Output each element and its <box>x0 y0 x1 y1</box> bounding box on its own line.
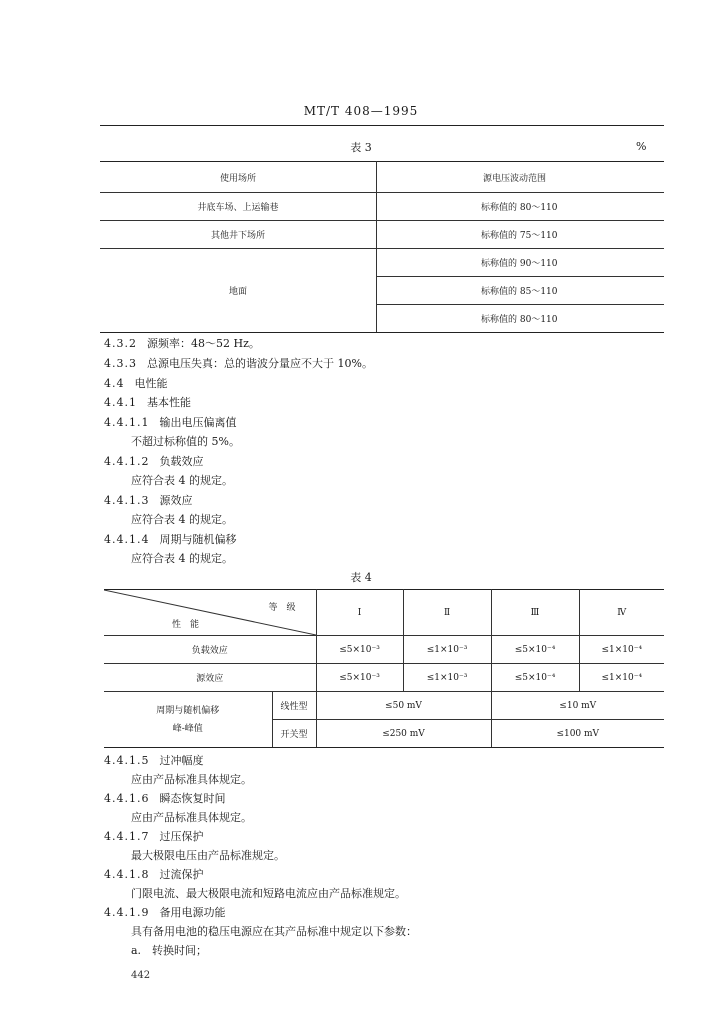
table4-cell: ≤100 mV <box>491 720 664 748</box>
section-line: 4.3.2 源频率：48～52 Hz。 <box>104 337 260 350</box>
section-line: 4.4.1.3 源效应 <box>104 494 193 507</box>
table4-grade-header: Ⅳ <box>579 590 664 636</box>
document-header: MT/T 408—1995 <box>303 104 419 118</box>
table3-caption: 表 3 <box>350 141 372 154</box>
table4-pard-label: 周期与随机偏移 峰-峰值 <box>104 692 272 748</box>
table4-row-label: 负载效应 <box>104 636 316 664</box>
table4-cell: ≤1×10⁻⁴ <box>579 664 664 692</box>
table3-range: 标称值的 85～110 <box>377 277 665 305</box>
section-line: 4.4.1.9 备用电源功能 <box>104 906 226 919</box>
body-line: 应符合表 4 的规定。 <box>131 513 233 526</box>
table4-cell: ≤50 mV <box>316 692 491 720</box>
body-line: 应符合表 4 的规定。 <box>131 552 233 565</box>
body-line: a. 转换时间； <box>131 944 208 957</box>
body-line: 不超过标称值的 5%。 <box>131 435 240 448</box>
table3-header-place: 使用场所 <box>100 162 377 193</box>
table3-range: 标称值的 90～110 <box>377 249 665 277</box>
table4-cell: ≤10 mV <box>491 692 664 720</box>
table4-grade-header: Ⅲ <box>491 590 579 636</box>
table4-caption: 表 4 <box>350 571 372 584</box>
section-line: 4.4.1.1 输出电压偏离值 <box>104 416 237 429</box>
table4-grade-header: Ⅱ <box>403 590 491 636</box>
section-line: 4.4.1.2 负载效应 <box>104 455 204 468</box>
table3-place: 井底车场、上运输巷 <box>100 193 377 221</box>
body-line: 最大极限电压由产品标准规定。 <box>131 849 285 862</box>
table4-corner-cell <box>104 590 316 636</box>
table4-corner-grade: 等 级 <box>268 603 296 613</box>
table3-range: 标称值的 80～110 <box>377 305 665 333</box>
table4-pard-type: 线性型 <box>272 692 316 720</box>
body-line: 应符合表 4 的规定。 <box>131 474 233 487</box>
table4-cell: ≤5×10⁻⁴ <box>491 636 579 664</box>
section-line: 4.4.1.5 过冲幅度 <box>104 754 204 767</box>
table3-place: 地面 <box>100 249 377 333</box>
table4-cell: ≤5×10⁻³ <box>316 636 403 664</box>
table4-cell: ≤1×10⁻⁴ <box>579 636 664 664</box>
table4-corner-performance: 性 能 <box>172 620 200 630</box>
table3-place: 其他井下场所 <box>100 221 377 249</box>
section-line: 4.4 电性能 <box>104 377 168 390</box>
section-line: 4.4.1.8 过流保护 <box>104 868 204 881</box>
table4-cell: ≤250 mV <box>316 720 491 748</box>
table3-range: 标称值的 75～110 <box>377 221 665 249</box>
table3-header-range: 源电压波动范围 <box>377 162 665 193</box>
section-line: 4.4.1.6 瞬态恢复时间 <box>104 792 226 805</box>
table4-cell: ≤1×10⁻³ <box>403 636 491 664</box>
table3 <box>100 161 664 333</box>
section-line: 4.4.1.4 周期与随机偏移 <box>104 533 237 546</box>
table4-cell: ≤1×10⁻³ <box>403 664 491 692</box>
table4-row-label: 源效应 <box>104 664 316 692</box>
table3-unit: % <box>636 140 647 153</box>
table4-pard-type: 开关型 <box>272 720 316 748</box>
table4 <box>104 589 664 748</box>
table3-range: 标称值的 80～110 <box>377 193 665 221</box>
section-line: 4.4.1 基本性能 <box>104 396 191 409</box>
body-line: 应由产品标准具体规定。 <box>131 811 252 824</box>
section-line: 4.3.3 总源电压失真：总的谐波分量应不大于 10%。 <box>104 357 373 370</box>
table4-cell: ≤5×10⁻³ <box>316 664 403 692</box>
table4-grade-header: Ⅰ <box>316 590 403 636</box>
header-rule <box>100 125 664 126</box>
table4-cell: ≤5×10⁻⁴ <box>491 664 579 692</box>
body-line: 门限电流、最大极限电流和短路电流应由产品标准规定。 <box>131 887 406 900</box>
body-line: 具有备用电池的稳压电源应在其产品标准中规定以下参数： <box>131 925 417 938</box>
body-line: 应由产品标准具体规定。 <box>131 773 252 786</box>
section-line: 4.4.1.7 过压保护 <box>104 830 204 843</box>
page-number: 442 <box>131 970 151 981</box>
